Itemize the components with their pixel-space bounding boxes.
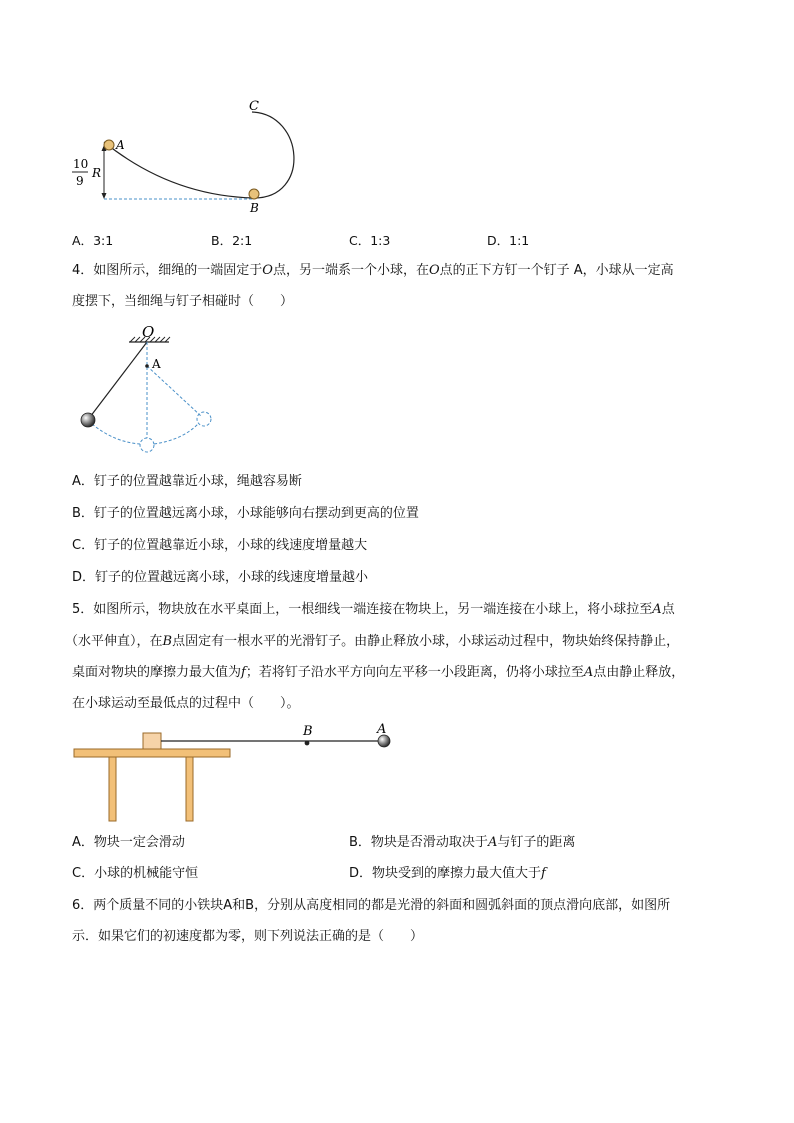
q4-string	[90, 342, 147, 417]
q5-option-d[interactable]	[349, 866, 546, 882]
q5-a-symbol: A	[652, 602, 662, 617]
q4-stem-line-2: 度摆下，当细绳与钉子相碰时（ ）	[72, 294, 294, 309]
q5-text: 点固定有一根水平的光滑钉子。由静止释放小球，小球运动过程中，物块始终保持静止，	[172, 634, 680, 649]
q4-pendulum-figure	[74, 320, 224, 458]
q4-dashed-arc-left	[92, 424, 140, 444]
q5-text: 桌面对物块的摩擦力最大值为	[72, 665, 242, 680]
q5-stem-line-4: 在小球运动至最低点的过程中（ ）。	[72, 696, 300, 711]
q5-label-a: A	[377, 722, 387, 737]
q5-stem-line-1	[72, 602, 675, 618]
q5-b-symbol: B	[162, 634, 173, 649]
option-letter: A．	[72, 474, 94, 489]
option-text: 钉子的位置越靠近小球，绳越容易断	[93, 474, 302, 489]
option-letter: A．	[72, 233, 94, 248]
q6-text: 两个质量不同的小铁块A和B，分别从高度相同的都是光滑的斜面和圆弧斜面的顶点滑向底部，如图所	[93, 898, 671, 913]
option-letter: C．	[349, 233, 371, 248]
q3-arrow-head-bottom	[102, 193, 107, 199]
option-text: 物块一定会滑动	[93, 835, 185, 850]
q3-option-a[interactable]	[72, 231, 113, 249]
q4-label-a: A	[152, 357, 161, 371]
option-text: 钉子的位置越远离小球，小球的线速度增量越小	[95, 570, 369, 585]
q3-track-curve	[104, 112, 294, 198]
option-text: 物块是否滑动取决于	[370, 835, 488, 850]
q3-label-c: C	[249, 99, 259, 114]
q3-figure	[66, 96, 306, 220]
q5-f-symbol: f	[241, 665, 246, 680]
option-letter: D．	[487, 233, 510, 248]
q4-nail	[145, 364, 149, 368]
q5-text: ；若将钉子沿水平方向向左平移一小段距离，仍将小球拉至	[245, 665, 584, 680]
q3-ball-a	[104, 140, 114, 150]
q4-dashed-string-right	[147, 366, 201, 416]
q5-table-leg-left	[109, 757, 116, 821]
option-text: 2:1	[232, 233, 253, 248]
option-letter: B．	[349, 835, 371, 850]
option-letter: D．	[72, 570, 96, 585]
q3-frac-denominator: 9	[76, 174, 84, 188]
option-letter: B．	[211, 233, 233, 248]
option-text: 与钉子的距离	[497, 835, 576, 850]
q4-option-a[interactable]	[72, 474, 302, 490]
q3-option-c[interactable]	[349, 231, 390, 249]
q5-nail-b	[305, 741, 310, 746]
question-number: 5．	[72, 602, 94, 617]
q5-option-a[interactable]	[72, 835, 185, 851]
q4-dashed-arc-right	[154, 424, 198, 444]
q5-label-b: B	[303, 724, 313, 739]
q3-option-d[interactable]	[487, 231, 529, 249]
option-text: 钉子的位置越远离小球，小球能够向右摆动到更高的位置	[93, 506, 419, 521]
q3-label-a: A	[116, 138, 125, 152]
option-text: 小球的机械能守恒	[94, 866, 199, 881]
option-text: 物块受到的摩擦力最大值大于	[372, 866, 542, 881]
q4-option-d[interactable]	[72, 570, 368, 586]
q3-label-r: R	[92, 166, 102, 180]
q4-option-c[interactable]	[72, 538, 367, 554]
option-letter: B．	[72, 506, 94, 521]
q3-ball-b	[249, 189, 259, 199]
q4-ghost-ball-bottom	[140, 438, 154, 452]
q5-a-symbol: A	[487, 835, 498, 850]
q5-option-c[interactable]	[72, 866, 198, 882]
q5-option-b[interactable]	[349, 835, 575, 851]
q4-option-b[interactable]	[72, 506, 419, 522]
q6-stem-line-2: 示．如果它们的初速度都为零，则下列说法正确的是（ ）	[72, 929, 424, 944]
q5-table-leg-right	[186, 757, 193, 821]
q5-table-figure	[72, 722, 402, 826]
option-text: 1:3	[370, 233, 391, 248]
q6-stem-line-1	[72, 898, 670, 914]
option-text: 钉子的位置越靠近小球，小球的线速度增量越大	[94, 538, 368, 553]
option-text: 3:1	[93, 233, 114, 248]
option-letter: C．	[72, 538, 95, 553]
q5-text: 如图所示，物块放在水平桌面上，一根细线一端连接在物块上，另一端连接在小球上，将小球拉至	[93, 602, 653, 617]
q4-text: 点的正下方钉一个钉子 A，小球从一定高	[439, 263, 674, 278]
q5-text: （水平伸直），在	[65, 634, 163, 649]
option-letter: C．	[72, 866, 95, 881]
q5-text: 点由静止释放，	[593, 665, 685, 680]
option-letter: A．	[72, 835, 94, 850]
q3-option-b[interactable]	[211, 231, 252, 249]
q4-text: 如图所示，细绳的一端固定于	[93, 263, 263, 278]
q4-label-o: O	[142, 323, 155, 341]
q4-o-symbol: O	[262, 263, 273, 278]
option-letter: D．	[349, 866, 373, 881]
question-number: 4．	[72, 263, 94, 278]
q5-text: 点	[661, 602, 675, 617]
q5-table-top	[74, 749, 230, 757]
q4-o-symbol: O	[428, 263, 440, 278]
q5-stem-line-2	[65, 634, 679, 650]
q4-text: 点，另一端系一个小球，在	[272, 263, 429, 278]
q5-a-symbol: A	[583, 665, 594, 680]
q5-block	[143, 733, 161, 749]
q5-f-symbol: f	[541, 866, 546, 881]
q3-label-b: B	[250, 201, 259, 215]
option-text: 1:1	[509, 233, 530, 248]
q4-ghost-ball-right	[197, 412, 211, 426]
q4-ball	[81, 413, 95, 427]
q5-stem-line-3	[72, 665, 684, 681]
q4-stem-line-1	[72, 263, 674, 279]
q3-frac-numerator: 10	[73, 157, 89, 171]
question-number: 6．	[72, 898, 94, 913]
